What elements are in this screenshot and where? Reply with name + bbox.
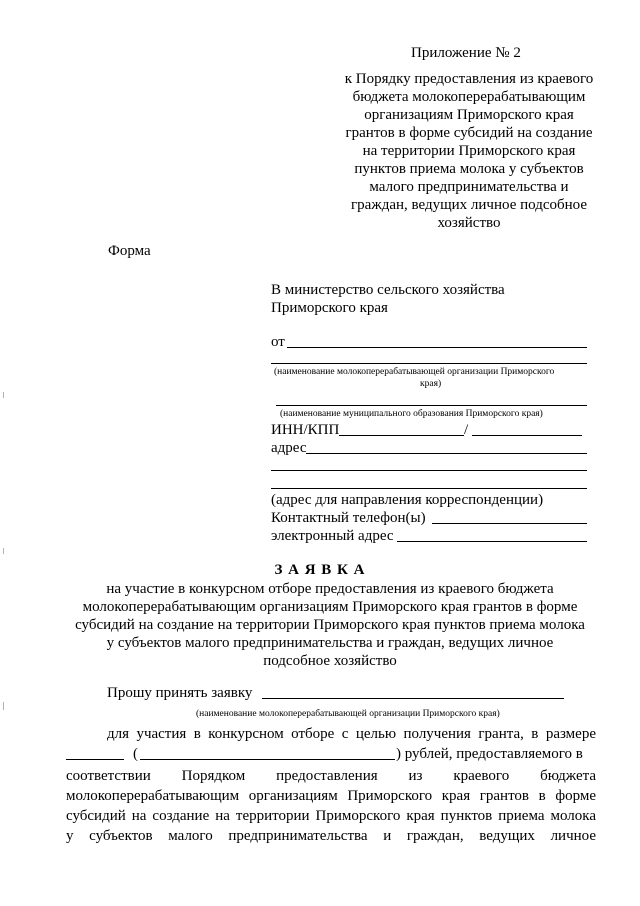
from-field-line[interactable] — [287, 347, 587, 348]
org-name-field-line[interactable] — [271, 363, 587, 364]
body-line: субсидий на создание на территории Приморского края пунктов приема молока — [66, 808, 596, 824]
address-field-line-3[interactable] — [271, 488, 587, 489]
body-line: соответствии Порядком предоставления из краевого бюджета — [66, 768, 596, 784]
appendix-title: Приложение № 2 — [411, 45, 521, 61]
appendix-line: хозяйство — [437, 215, 501, 231]
address-field-line-2[interactable] — [271, 470, 587, 471]
scan-edge-mark — [3, 548, 4, 554]
inn-field-line[interactable] — [339, 435, 464, 436]
phone-field-line[interactable] — [432, 523, 587, 524]
appendix-line: к Порядку предоставления из краевого — [344, 71, 594, 87]
grant-amount-open-paren: ( — [133, 746, 138, 762]
inn-separator: / — [464, 422, 469, 438]
appendix-line: пунктов приема молока у субъектов — [354, 161, 584, 177]
scan-edge-mark — [3, 392, 4, 398]
appendix-line: бюджета молокоперерабатывающим — [352, 89, 586, 105]
appendix-line: организациям Приморского края — [364, 107, 574, 123]
grant-amount-words-field-line[interactable] — [140, 759, 395, 760]
scan-edge-mark — [3, 702, 4, 710]
from-label: от — [271, 334, 285, 350]
email-label: электронный адрес — [271, 528, 394, 544]
address-field-line[interactable] — [306, 453, 587, 454]
addressee-line-1: В министерство сельского хозяйства — [271, 282, 505, 298]
subtitle-line: молокоперерабатывающим организациям Приморского края грантов в форме — [82, 599, 578, 615]
subtitle-line: у субъектов малого предпринимательства и граждан, ведущих личное — [106, 635, 554, 651]
application-subtitle — [60, 580, 600, 670]
grant-amount-tail: ) рублей, предоставляемого в — [396, 746, 583, 762]
subtitle-line: подсобное хозяйство — [263, 653, 397, 669]
request-label: Прошу принять заявку — [107, 685, 253, 701]
address-label: адрес — [271, 440, 307, 456]
request-org-field-line[interactable] — [262, 698, 564, 699]
appendix-text — [334, 70, 604, 232]
org-name-caption: (наименование молокоперерабатывающей организации Приморского — [274, 367, 555, 377]
application-heading: З А Я В К А — [274, 562, 366, 578]
body-line: молокоперерабатывающим организациям Приморского края грантов в форме — [66, 788, 596, 804]
body-paragraph — [66, 766, 596, 846]
municipality-field-line[interactable] — [276, 405, 587, 406]
email-field-line[interactable] — [397, 541, 587, 542]
subtitle-line: на участие в конкурсном отборе предоставления из краевого бюджета — [106, 581, 554, 597]
appendix-line: на территории Приморского края — [362, 143, 576, 159]
addressee-line-2: Приморского края — [271, 300, 388, 316]
appendix-line: граждан, ведущих личное подсобное — [351, 197, 587, 213]
subtitle-line: субсидий на создание на территории Приморского края пунктов приема молока — [75, 617, 585, 633]
request-org-caption: (наименование молокоперерабатывающей организации Приморского края) — [196, 709, 500, 719]
appendix-line: грантов в форме субсидий на создание — [345, 125, 593, 141]
org-name-caption-end: края) — [420, 379, 442, 389]
correspondence-caption: (адрес для направления корреспонденции) — [271, 492, 544, 508]
inn-label: ИНН/КПП — [271, 422, 340, 438]
grant-amount-field-line[interactable] — [66, 759, 124, 760]
kpp-field-line[interactable] — [472, 435, 582, 436]
form-label: Форма — [108, 243, 151, 259]
body-line: у субъектов малого предпринимательства и граждан, ведущих личное — [66, 828, 596, 844]
appendix-line: малого предпринимательства и — [369, 179, 569, 195]
municipality-caption: (наименование муниципального образования Приморского края) — [280, 409, 543, 419]
phone-label: Контактный телефон(ы) — [271, 510, 426, 526]
body-line-1: для участия в конкурсном отборе с целью получения гранта, в размере — [107, 726, 596, 742]
